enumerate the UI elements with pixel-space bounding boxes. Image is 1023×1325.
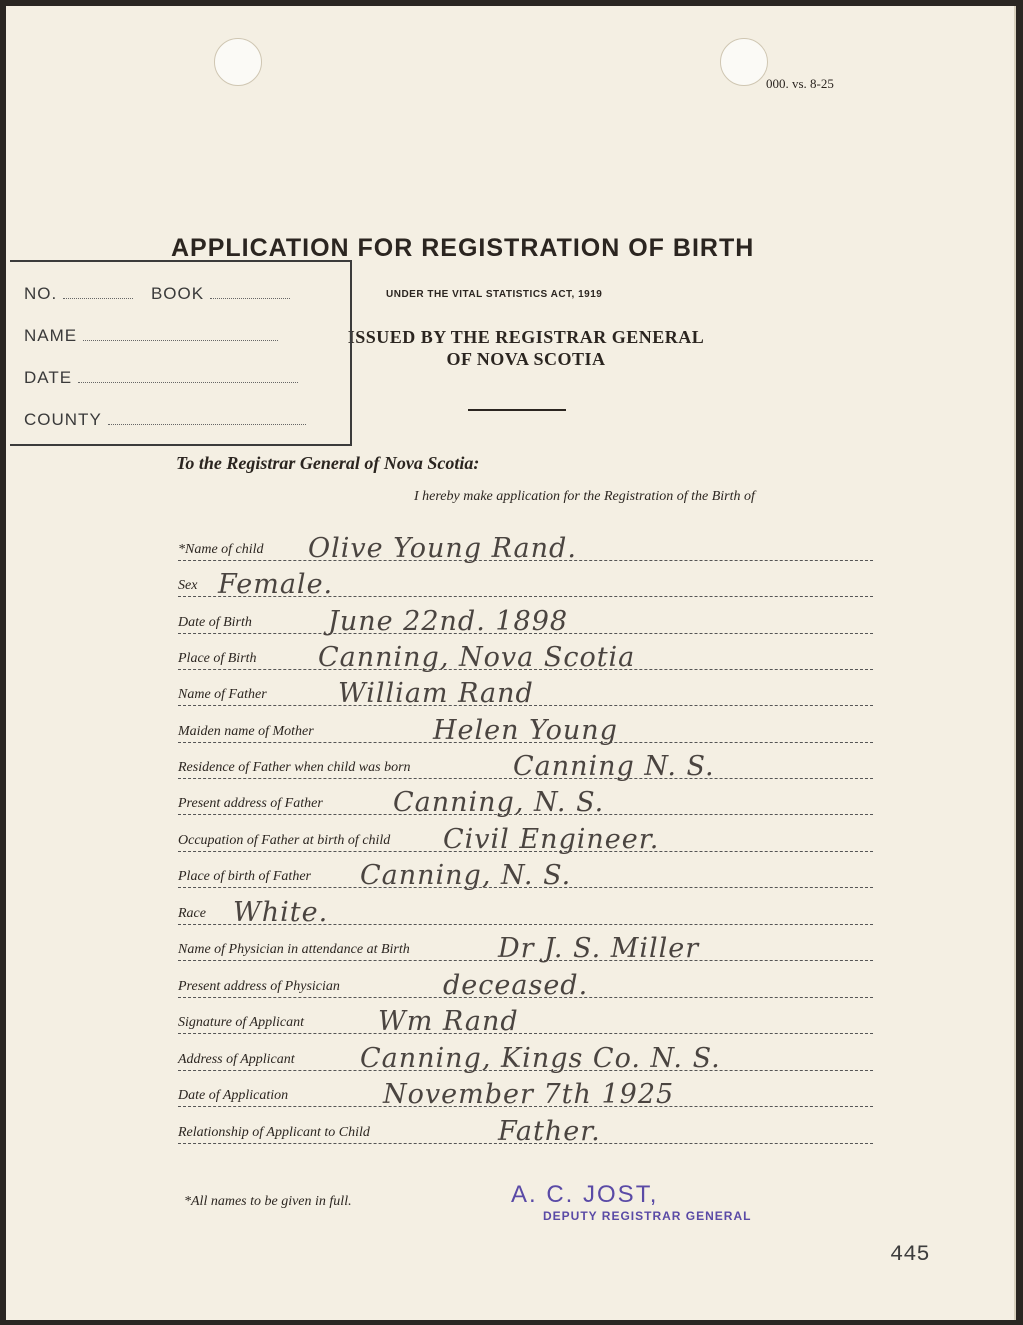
- stamp-name: A. C. JOST,: [511, 1181, 659, 1208]
- field-value: Helen Young: [433, 715, 618, 746]
- field-value: deceased.: [443, 970, 589, 1001]
- field-value: Canning, N. S.: [360, 860, 572, 891]
- field-label: Signature of Applicant: [178, 1015, 307, 1031]
- field-value: Canning, N. S.: [393, 787, 605, 818]
- field-label: Place of Birth: [178, 651, 260, 667]
- field-label: Maiden name of Mother: [178, 724, 317, 740]
- signature: Wm Rand: [378, 1006, 519, 1037]
- field-label: Date of Birth: [178, 615, 255, 631]
- field-value: Canning N. S.: [513, 751, 715, 782]
- field-value: William Rand: [338, 678, 534, 709]
- field-label: Name of Physician in attendance at Birth: [178, 942, 413, 958]
- field-sex: [178, 569, 873, 600]
- field-value: June 22nd. 1898: [328, 606, 569, 637]
- issuer-line-2: OF NOVA SCOTIA: [446, 349, 606, 369]
- registry-stamp-box: [10, 260, 352, 446]
- field-residence-of-father: [178, 751, 873, 782]
- field-name-of-physician: [178, 933, 873, 964]
- field-label: Sex: [178, 578, 200, 594]
- stamp-row-date: [24, 368, 298, 388]
- field-place-of-birth: [178, 642, 873, 673]
- field-label: *Name of child: [178, 542, 267, 558]
- field-race: [178, 897, 873, 928]
- field-label: Address of Applicant: [178, 1052, 298, 1068]
- field-label: Place of birth of Father: [178, 869, 314, 885]
- page-number: 445: [890, 1242, 930, 1267]
- field-label: Relationship of Applicant to Child: [178, 1125, 373, 1141]
- stamp-no-label: NO.: [24, 284, 58, 303]
- salutation: To the Registrar General of Nova Scotia:: [176, 453, 480, 473]
- field-occupation-of-father: [178, 824, 873, 855]
- field-value: Olive Young Rand.: [308, 533, 577, 564]
- stamp-name-label: NAME: [24, 326, 78, 345]
- field-address-of-applicant: [178, 1043, 873, 1074]
- form-code: 000. vs. 8-25: [766, 76, 834, 91]
- field-present-address-of-physician: [178, 970, 873, 1001]
- document-page: [6, 6, 1016, 1320]
- punch-hole-right: [720, 38, 768, 86]
- act-subtitle: UNDER THE VITAL STATISTICS ACT, 1919: [386, 289, 603, 300]
- title-divider: [468, 409, 566, 411]
- field-name-of-father: [178, 678, 873, 709]
- field-value: November 7th 1925: [383, 1079, 675, 1110]
- field-label: Name of Father: [178, 687, 270, 703]
- field-name-of-child: [178, 533, 873, 564]
- field-label: Present address of Physician: [178, 979, 343, 995]
- field-date-of-birth: [178, 606, 873, 637]
- issuer: [296, 326, 756, 370]
- field-place-of-birth-of-father: [178, 860, 873, 891]
- punch-hole-left: [214, 38, 262, 86]
- field-relationship-of-applicant: [178, 1116, 873, 1147]
- stamp-row-county: [24, 410, 306, 430]
- footnote: *All names to be given in full.: [184, 1194, 352, 1209]
- stamp-county-label: COUNTY: [24, 410, 102, 429]
- document-title: APPLICATION FOR REGISTRATION OF BIRTH: [171, 234, 755, 262]
- stamp-title: DEPUTY REGISTRAR GENERAL: [543, 1209, 752, 1223]
- field-label: Present address of Father: [178, 796, 326, 812]
- field-label: Date of Application: [178, 1088, 291, 1104]
- deputy-registrar-stamp: [511, 1181, 751, 1223]
- field-value: Canning, Kings Co. N. S.: [360, 1043, 721, 1074]
- field-value: Father.: [498, 1116, 601, 1147]
- field-value: Canning, Nova Scotia: [318, 642, 636, 673]
- stamp-book-label: BOOK: [150, 284, 205, 303]
- field-signature-of-applicant: [178, 1006, 873, 1037]
- field-value: Civil Engineer.: [443, 824, 660, 855]
- field-label: Residence of Father when child was born: [178, 760, 414, 776]
- stamp-row-no: [24, 284, 290, 304]
- field-present-address-of-father: [178, 787, 873, 818]
- field-label: Occupation of Father at birth of child: [178, 833, 393, 849]
- field-maiden-name-of-mother: [178, 715, 873, 746]
- field-value: Female.: [218, 569, 334, 600]
- field-date-of-application: [178, 1079, 873, 1110]
- field-label: Race: [178, 906, 209, 922]
- issuer-line-1: ISSUED BY THE REGISTRAR GENERAL: [347, 327, 705, 347]
- stamp-date-label: DATE: [24, 368, 73, 387]
- field-value: White.: [233, 897, 329, 928]
- stamp-row-name: [24, 326, 278, 346]
- field-value: Dr J. S. Miller: [498, 933, 700, 964]
- declaration: I hereby make application for the Registration of the Birth of: [414, 489, 755, 504]
